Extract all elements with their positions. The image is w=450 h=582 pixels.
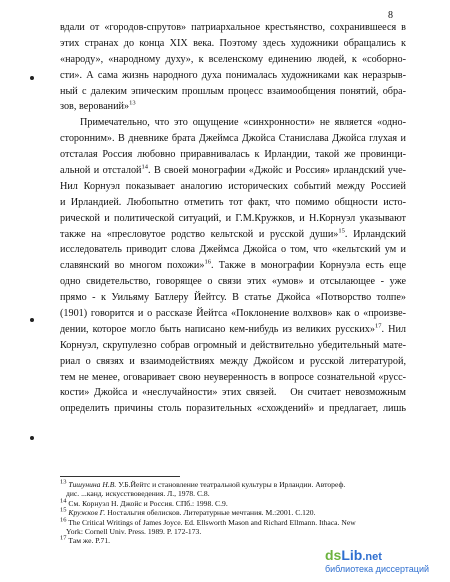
watermark-brand: dsLib.net [325,547,382,563]
text-line: ный с далеким эпическим прошлым процесс взаимообщения понятий, обра- [60,85,406,97]
text-line: этих странах до конца XIX века. Поэтому здесь художники обращались к [60,37,406,49]
footnote: $^{17}$ Там же. P.71. [60,534,111,546]
footnote: $^{15}$ Кружков Г. Ностальгия обелисков. Литературные мечтания. М.:2001. С.120. [60,506,316,518]
page-number: 8 [388,10,393,21]
footnote-continuation: дис. ...канд. искусствоведения. Л., 1978. С.8. [66,489,210,499]
text-line: дении, которое могло быть написано кем-нибудь из великих русских»$^{17}$. Нил [60,322,406,335]
footnote-ref: 17 [375,322,382,330]
text-line: Примечательно, что это ощущение «синхронности» не является «одно- [80,117,406,129]
text-line: тем не менее, оговаривает свою неуверенность в вопросе сознательной «русс- [60,371,406,383]
watermark-logo [325,548,429,574]
text-line: одно свидетельство, говорящее о связи этих «умов» и отсылающее - уже [60,276,406,288]
text-line: сторонним». В дневнике брата Джеймса Джойса Станислава Джойса глухая и [60,133,406,145]
footnote: $^{16}$ The Critical Writings of James Joyce. Ed. Ellsworth Mason and Richard Ellmann. Ithaca. New [60,516,356,527]
footnote-separator [60,476,180,477]
text-line: (1901) говорится и о рассказе Йейтса «Поклонение волхвов» как о «произве- [60,308,406,320]
body-text [60,20,406,417]
margin-mark [30,436,34,440]
text-line: сти». А сама жизнь народного духа понималась художниками как неразрыв- [60,69,406,81]
footnote-ref: 15 [338,227,345,235]
text-line: вдали от «городов-спрутов» патриархальное крестьянство, сохранившееся в [60,22,406,33]
text-line: рической и политической ситуаций, и Г.М.Кружков, и Н.Корнуэл указывают [60,212,406,224]
footnote-ref: 14 [141,163,148,171]
footnote: $^{13}$ Тишунина Н.В. У.Б.Йейтс и становление театральной культуры в Ирландии. Автореф. [60,478,346,489]
text-line: Корнуэл, скрупулезно собрав огромный и действительно убедительный мате- [60,339,406,351]
text-line: также на «пресловутое родство кельтской и русской души»$^{15}$. Ирландский [60,227,406,240]
margin-mark [30,318,34,322]
footnote-ref: 13 [129,100,136,108]
text-line: отсталая Россия любовно приравнивалась к Ирландии, такой же провинци- [60,149,406,161]
margin-mark [30,76,34,80]
text-line: исследователь приводит слова Джеймса Джойса о том, что «кельтский ум и [60,244,406,256]
footnote-ref: 16 [204,258,211,266]
text-line: альной и отсталой$^{14}$. В своей монографии «Джойс и Россия» ирландский уче- [60,163,406,177]
footnotes [60,480,390,546]
text-line: и Ирландией. Любопытно отметить тот факт, что помимо общности исто- [60,196,406,208]
text-line: прямо - к Уильяму Батлеру Йейтсу. В статье Джойса «Потворство толпе» [60,292,406,304]
footnote-continuation: York: Cornell Univ. Press. 1989. P. 172-173. [66,527,202,537]
watermark-subtitle: библиотека диссертаций [325,564,430,574]
footnote: $^{14}$ См. Корнуэл Н. Джойс и Россия. СПб.: 1998. С.9. [60,497,228,508]
text-line: определить причины столь поразительных «схождений» и предлагает, лишь [60,403,406,415]
text-line: риал о связях и взаимодействиях между Джойсом и русской литературой, [60,355,406,367]
text-line: Нил Корнуэл показывает аналогию исторических событий между Россией [60,180,406,192]
text-line: кости» Джойса и «неслучайности» этих связей. Он считает невозможным [60,387,406,399]
text-line: славянский во многом похожи»$^{16}$. Также в монографии Корнуэла есть еще [60,258,406,272]
text-line: зов, верований»$^{13}$ [60,100,136,113]
text-line: «народу», «народному духу», к вселенскому единению людей, к «соборно- [60,53,406,65]
